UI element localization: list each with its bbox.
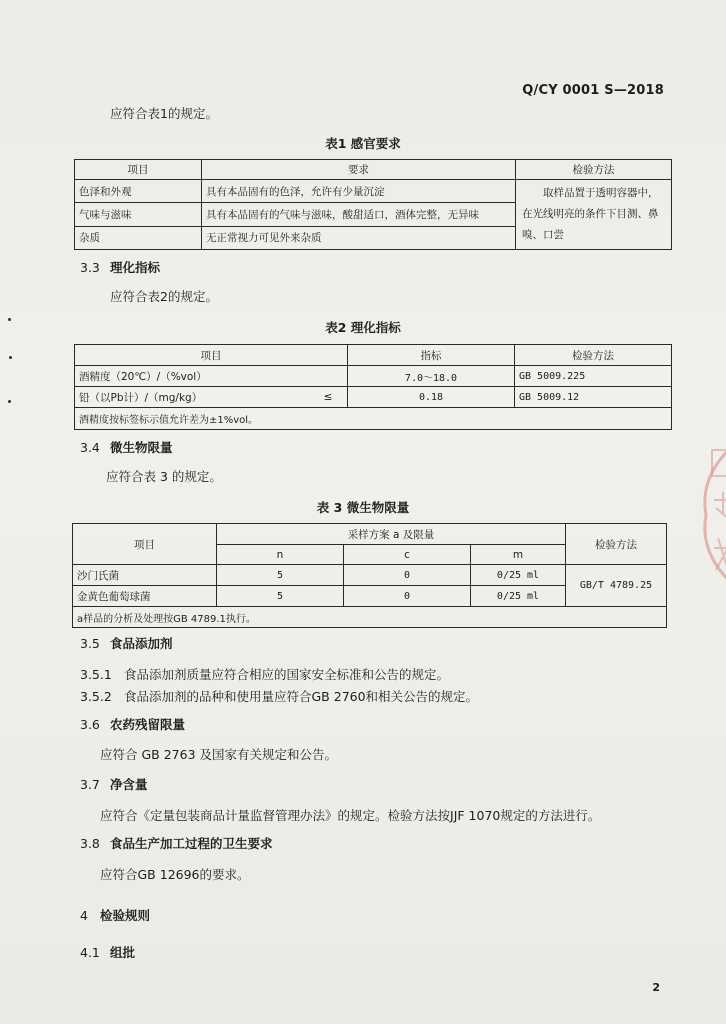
table2-header-method: 检验方法	[515, 345, 672, 366]
table2-row1-op	[309, 366, 348, 387]
table3-sub-m: m	[471, 545, 566, 565]
section-4-1-heading	[80, 943, 135, 961]
section-3-4-title: 微生物限量	[110, 440, 173, 455]
stamp-shape	[688, 430, 726, 600]
section-3-5-1	[80, 665, 449, 683]
standard-code: Q/CY 0001 S—2018	[522, 83, 664, 98]
section-3-8-title: 食品生产加工过程的卫生要求	[110, 836, 273, 851]
table3-row1-c: 0	[344, 565, 471, 586]
table1-header-item: 项目	[75, 160, 202, 180]
table1-row1-req: 具有本品固有的色泽，允许有少量沉淀	[202, 180, 516, 203]
table2-note: 酒精度按标签标示值允许差为±1%vol。	[75, 408, 672, 430]
table1-row2-item: 气味与滋味	[75, 203, 202, 226]
table2-row1-item: 酒精度（20℃）/（%vol）	[75, 366, 310, 387]
table3-row2-c: 0	[344, 586, 471, 607]
table1-caption: 表1 感官要求	[325, 136, 401, 151]
section-4-1-number: 4.1	[80, 945, 100, 960]
table3	[72, 523, 667, 628]
table2-row2-op: ≤	[309, 387, 348, 408]
table2-row2-item: 铅（以Pb计）/（mg/kg）	[75, 387, 310, 408]
section-3-6-title: 农药残留限量	[110, 717, 186, 732]
section-3-5-heading	[80, 634, 173, 652]
table3-note: a样品的分析及处理按GB 4789.1执行。	[73, 607, 667, 628]
section-3-6-number: 3.6	[80, 717, 100, 732]
table3-row2-n: 5	[217, 586, 344, 607]
table2-header-index: 指标	[348, 345, 515, 366]
table3-row1-m: 0/25 ml	[471, 565, 566, 586]
scan-speck	[8, 318, 11, 321]
section-3-7-heading	[80, 775, 148, 793]
table2-row1-value: 7.0～18.0	[348, 366, 515, 387]
section-3-3-title: 理化指标	[110, 260, 161, 275]
table1-row1-item: 色泽和外观	[75, 180, 202, 203]
section-4-heading	[80, 906, 150, 924]
table3-method: GB/T 4789.25	[566, 565, 667, 607]
table2-caption: 表2 理化指标	[325, 320, 401, 335]
table2-header-item: 项目	[75, 345, 348, 366]
section-3-8-text: 应符合GB 12696的要求。	[100, 867, 250, 882]
section-3-7-text: 应符合《定量包装商品计量监督管理办法》的规定。检验方法按JJF 1070规定的方法进行。	[100, 808, 601, 823]
section-3-8-heading	[80, 834, 273, 852]
table3-row1-n: 5	[217, 565, 344, 586]
table3-header-method: 检验方法	[566, 524, 667, 565]
scan-speck	[9, 356, 12, 359]
table2	[74, 344, 672, 430]
section-3-6-heading	[80, 715, 185, 733]
section-3-3-number: 3.3	[80, 260, 100, 275]
section-3-5-2-number: 3.5.2	[80, 689, 112, 704]
table1-row2-req: 具有本品固有的气味与滋味，酸甜适口，酒体完整，无异味	[202, 203, 516, 226]
section-3-6-text: 应符合 GB 2763 及国家有关规定和公告。	[100, 747, 337, 762]
table1-method: 取样品置于透明容器中，在光线明亮的条件下目测、鼻嗅、口尝	[516, 180, 672, 250]
table3-header-plan: 采样方案 a 及限量	[217, 524, 566, 545]
section-4-title: 检验规则	[100, 908, 151, 923]
table3-caption: 表 3 微生物限量	[316, 500, 410, 515]
section-3-7-title: 净含量	[110, 777, 148, 792]
section-3-5-1-text: 食品添加剂质量应符合相应的国家安全标准和公告的规定。	[124, 667, 450, 682]
section-3-5-2	[80, 687, 478, 705]
table2-row2-value: 0.18	[348, 387, 515, 408]
table2-row2-method: GB 5009.12	[515, 387, 672, 408]
table3-sub-n: n	[217, 545, 344, 565]
table3-row2-m: 0/25 ml	[471, 586, 566, 607]
section-4-number: 4	[80, 908, 88, 923]
section-3-8-number: 3.8	[80, 836, 100, 851]
page-number: 2	[652, 981, 660, 994]
table1-row3-req: 无正常视力可见外来杂质	[202, 226, 516, 249]
section-3-5-1-number: 3.5.1	[80, 667, 112, 682]
section-3-5-2-text: 食品添加剂的品种和使用量应符合GB 2760和相关公告的规定。	[124, 689, 479, 704]
scan-speck	[8, 400, 11, 403]
section-3-4-number: 3.4	[80, 440, 100, 455]
section-3-4-text: 应符合表 3 的规定。	[106, 469, 222, 484]
table2-row1-method: GB 5009.225	[515, 366, 672, 387]
table3-row2-item: 金黄色葡萄球菌	[73, 586, 217, 607]
table1-row3-item: 杂质	[75, 226, 202, 249]
section-3-3-heading	[80, 258, 160, 276]
section-3-5-number: 3.5	[80, 636, 100, 651]
table3-row1-item: 沙门氏菌	[73, 565, 217, 586]
section-4-1-title: 组批	[110, 945, 136, 960]
table1-header-requirement: 要求	[202, 160, 516, 180]
section-3-4-heading	[80, 438, 173, 456]
section-3-7-number: 3.7	[80, 777, 100, 792]
intro-text: 应符合表1的规定。	[110, 106, 218, 121]
section-3-3-text: 应符合表2的规定。	[110, 289, 218, 304]
table1	[74, 159, 672, 250]
table1-header-method: 检验方法	[516, 160, 672, 180]
table3-sub-c: c	[344, 545, 471, 565]
section-3-5-title: 食品添加剂	[110, 636, 173, 651]
official-stamp-fragment	[688, 430, 726, 600]
table3-header-item: 项目	[73, 524, 217, 565]
